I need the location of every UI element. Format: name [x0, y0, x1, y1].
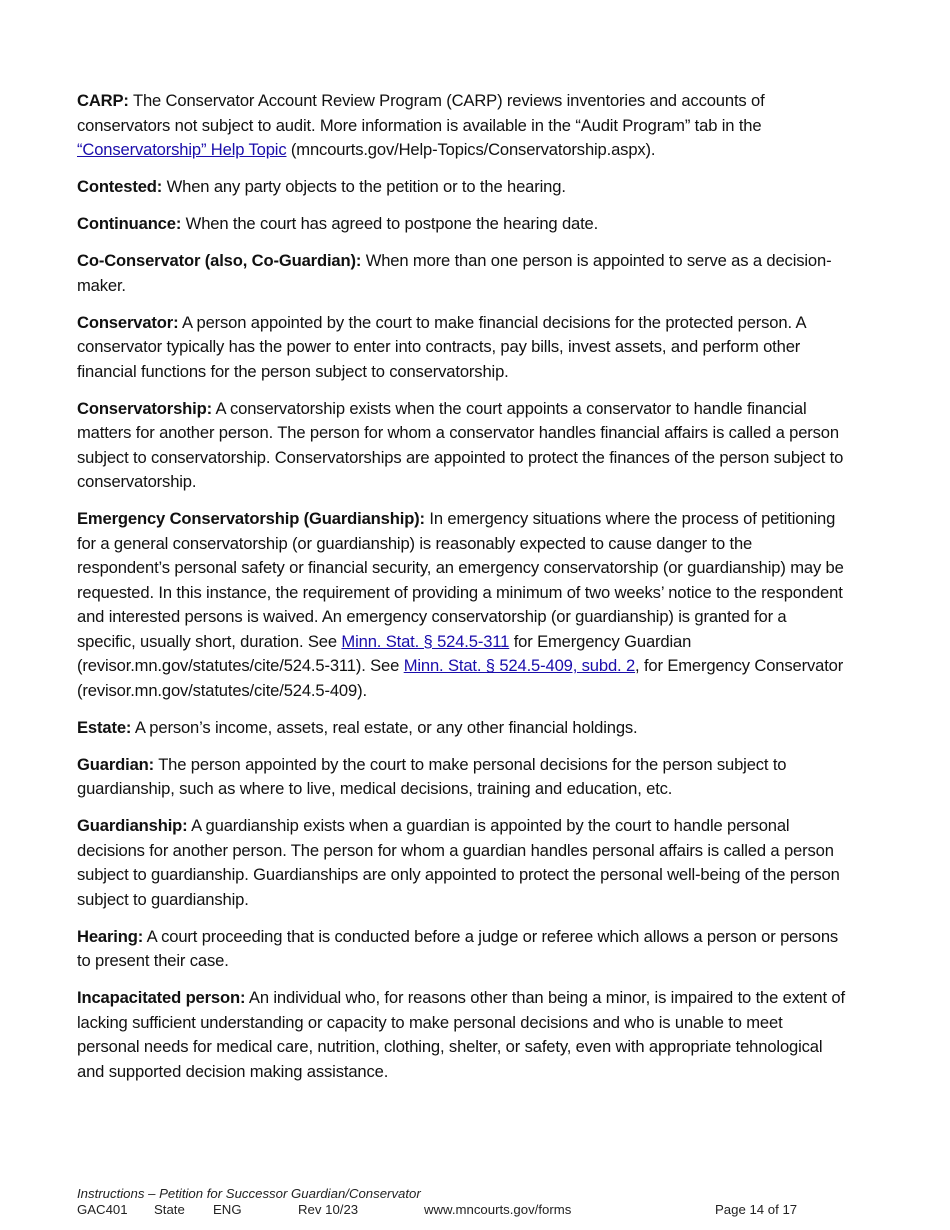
definition-text: An individual who, for reasons other than being a minor, is impaired to the extent of lacking sufficient understanding or capacity to make personal decisions and who is unable to meet personal needs for medical care, nutrition, clothing, shelter, or safety, even with appropriate tehnological and supported decision making assistance.: [77, 988, 845, 1081]
definition-text: In emergency situations where the process of petitioning for a general conservatorship (or guardianship) is reasonably expected to cause danger to the respondent’s personal safety or financial security, an emergency conservatorship (or guardianship) may be requested. In this instance, the requirement of providing a minimum of two weeks’ notice to the respondent and interested persons is waived. An emergency conservatorship (or guardianship) is granted for a specific, usually short, duration. See: [77, 509, 844, 651]
entry-contested: [77, 175, 847, 200]
entry-hearing: [77, 925, 847, 974]
term-label: Guardianship:: [77, 816, 188, 835]
term-label: Conservatorship:: [77, 398, 212, 418]
term-label: Conservator:: [77, 312, 179, 332]
footer-page-number: Page 14 of 17: [715, 1202, 798, 1217]
entry-conservator: [77, 311, 847, 385]
term-label: Estate:: [77, 717, 132, 737]
entry-estate: [77, 716, 847, 741]
definition-text: When the court has agreed to postpone the hearing date.: [181, 214, 599, 233]
definition-text: A court proceeding that is conducted before a judge or referee which allows a person or persons to present their case.: [77, 926, 839, 970]
footer-url: www.mncourts.gov/forms: [424, 1202, 572, 1217]
entry-emergency-conservatorship: [77, 507, 847, 703]
conservatorship-help-topic-link[interactable]: “Conservatorship” Help Topic: [77, 140, 287, 159]
glossary: [77, 89, 847, 1097]
term-label: Contested:: [77, 177, 163, 196]
definition-text: The person appointed by the court to make personal decisions for the person subject to guardianship, such as where to live, medical decisions, training and education, etc.: [77, 754, 787, 798]
footer-state: State: [154, 1202, 185, 1217]
definition-text: When any party objects to the petition or to the hearing.: [162, 177, 566, 196]
entry-carp: [77, 89, 847, 163]
definition-text: for Emergency Guardian (revisor.mn.gov/statutes/cite/524.5-311). See: [77, 631, 692, 675]
definition-text: A guardianship exists when a guardian is appointed by the court to handle personal decisions for another person. The person for whom a guardian handles personal affairs is called a person subject to guardianship. Guardianships are only appointed to protect the personal well-being of the person subject to guardianship.: [77, 816, 840, 909]
term-label: Continuance:: [77, 214, 182, 233]
definition-text: (mncourts.gov/Help-Topics/Conservatorship.aspx).: [286, 140, 656, 159]
term-label: Emergency Conservatorship (Guardianship):: [77, 509, 425, 528]
entry-guardian: [77, 753, 847, 802]
definition-text: When more than one person is appointed to serve as a decision-maker.: [77, 251, 832, 295]
footer-language: ENG: [213, 1202, 242, 1217]
entry-continuance: [77, 212, 847, 237]
term-label: Guardian:: [77, 754, 155, 774]
term-label: Hearing:: [77, 926, 144, 946]
entry-guardianship: [77, 814, 847, 912]
footer-info-row: [77, 1202, 877, 1218]
footer-document-title: Instructions – Petition for Successor Guardian/Conservator: [77, 1186, 421, 1201]
footer-form-code: GAC401: [77, 1202, 128, 1217]
term-label: Co-Conservator (also, Co-Guardian):: [77, 251, 362, 270]
term-label: CARP:: [77, 91, 129, 110]
entry-incapacitated-person: [77, 986, 847, 1084]
statute-524-5-409-link[interactable]: Minn. Stat. § 524.5-409, subd. 2: [403, 656, 636, 675]
definition-text: A conservatorship exists when the court appoints a conservator to handle financial matters for another person. The person for whom a conservator handles financial affairs is called a person subject to conservatorship. Conservatorships are appointed to protect the finances of the person subject to conservatorship.: [77, 398, 844, 491]
entry-conservatorship: [77, 397, 847, 495]
page-footer: [77, 1186, 877, 1218]
definition-text: , for Emergency Conservator (revisor.mn.gov/statutes/cite/524.5-409).: [77, 656, 844, 700]
footer-revision: Rev 10/23: [298, 1202, 359, 1217]
definition-text: The Conservator Account Review Program (CARP) reviews inventories and accounts of conservators not subject to audit. More information is available in the “Audit Program” tab in the: [77, 91, 765, 135]
entry-co-conservator: [77, 249, 847, 298]
term-label: Incapacitated person:: [77, 988, 246, 1007]
definition-text: A person appointed by the court to make financial decisions for the protected person. A conservator typically has the power to enter into contracts, pay bills, invest assets, and perform other financial functions for the person subject to conservatorship.: [77, 312, 806, 381]
definition-text: A person’s income, assets, real estate, or any other financial holdings.: [131, 717, 638, 737]
statute-524-5-311-link[interactable]: Minn. Stat. § 524.5-311: [341, 631, 510, 651]
